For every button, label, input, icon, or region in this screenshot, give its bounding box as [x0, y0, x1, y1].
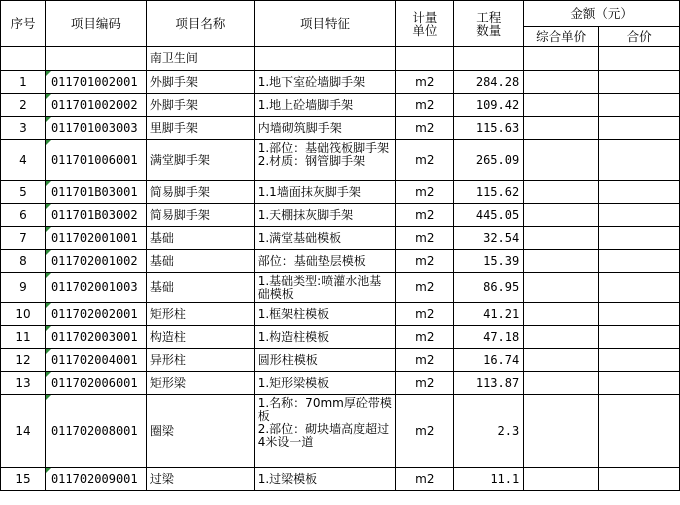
row-name	[146, 395, 254, 468]
cell-comment-marker-icon	[46, 181, 51, 186]
row-name	[146, 250, 254, 273]
table-row	[1, 349, 680, 372]
row-name	[146, 140, 254, 181]
row-seq-text: 6	[19, 207, 27, 222]
row-unit-text: m2	[415, 184, 435, 199]
row-name-text: 圈梁	[149, 423, 174, 438]
row-seq-text: 14	[15, 423, 31, 438]
row-total	[599, 94, 680, 117]
row-code-text: 011702002001	[50, 306, 138, 321]
row-unit-price	[524, 372, 599, 395]
row-qty-text: 15.39	[483, 253, 520, 268]
table-body	[1, 1, 680, 491]
row-unit-price	[524, 273, 599, 303]
section-row	[1, 47, 680, 71]
row-unit-price	[524, 468, 599, 491]
row-seq	[1, 395, 46, 468]
row-code	[45, 71, 146, 94]
row-code-text: 011702006001	[50, 375, 138, 390]
table-row	[1, 204, 680, 227]
row-code	[45, 204, 146, 227]
row-code	[45, 326, 146, 349]
row-unit	[396, 204, 454, 227]
row-feature-text: 1.地上砼墙脚手架	[257, 97, 354, 112]
row-unit-price	[524, 395, 599, 468]
row-total	[599, 303, 680, 326]
table-row	[1, 372, 680, 395]
row-feature-text: 1.地下室砼墙脚手架	[257, 74, 366, 89]
row-feature-text: 1.过梁模板	[257, 471, 318, 486]
row-unit	[396, 94, 454, 117]
row-unit-text: m2	[415, 471, 435, 486]
row-unit-price	[524, 117, 599, 140]
table-row	[1, 227, 680, 250]
row-qty-text: 109.42	[475, 97, 520, 112]
cell-comment-marker-icon	[46, 273, 51, 278]
row-seq-text: 9	[19, 280, 27, 294]
row-feature	[254, 395, 396, 468]
row-code-text: 011702001001	[50, 230, 138, 245]
cell-comment-marker-icon	[46, 468, 51, 473]
row-name-text: 过梁	[149, 471, 174, 486]
row-seq	[1, 468, 46, 491]
row-unit	[396, 227, 454, 250]
row-unit-text: m2	[415, 97, 435, 112]
header-qty: 工程数量	[454, 1, 524, 47]
row-seq	[1, 94, 46, 117]
row-seq-text: 1	[19, 74, 27, 89]
row-code	[45, 372, 146, 395]
row-unit-price	[524, 349, 599, 372]
row-unit	[396, 71, 454, 94]
row-qty-text: 445.05	[475, 207, 520, 222]
row-seq-text: 5	[19, 184, 27, 199]
row-code	[45, 140, 146, 181]
header-unit-price: 综合单价	[524, 27, 599, 47]
row-feature	[254, 227, 396, 250]
row-feature	[254, 140, 396, 181]
row-qty-text: 86.95	[483, 280, 520, 294]
table-row	[1, 181, 680, 204]
row-total	[599, 326, 680, 349]
row-unit	[396, 326, 454, 349]
row-code	[45, 395, 146, 468]
row-unit-text: m2	[415, 280, 435, 294]
row-name-text: 外脚手架	[149, 97, 198, 112]
table-row	[1, 326, 680, 349]
row-unit	[396, 372, 454, 395]
row-unit	[396, 303, 454, 326]
row-name	[146, 303, 254, 326]
row-qty	[454, 181, 524, 204]
row-unit	[396, 273, 454, 303]
row-seq	[1, 71, 46, 94]
row-seq-text: 12	[15, 352, 31, 367]
row-seq	[1, 140, 46, 181]
row-qty-text: 2.3	[497, 423, 520, 438]
row-seq	[1, 372, 46, 395]
row-code	[45, 303, 146, 326]
row-total	[599, 204, 680, 227]
row-unit-text: m2	[415, 375, 435, 390]
cell-comment-marker-icon	[46, 140, 51, 145]
header-code: 项目编码	[45, 1, 146, 47]
row-name-text: 里脚手架	[149, 120, 198, 135]
row-qty	[454, 468, 524, 491]
row-feature-text: 1.基础类型:喷灌水池基础模板	[257, 274, 382, 301]
row-qty	[454, 326, 524, 349]
header-feature: 项目特征	[254, 1, 396, 47]
cell-comment-marker-icon	[46, 303, 51, 308]
row-feature-text: 1.天棚抹灰脚手架	[257, 207, 354, 222]
row-feature-text: 部位：基础垫层模板	[257, 253, 366, 268]
row-feature	[254, 250, 396, 273]
row-seq-text: 8	[19, 253, 27, 268]
row-feature	[254, 326, 396, 349]
row-name-text: 满堂脚手架	[149, 152, 210, 167]
row-qty	[454, 349, 524, 372]
row-name-text: 外脚手架	[149, 74, 198, 89]
row-feature-text: 内墙砌筑脚手架	[257, 120, 342, 135]
row-qty-text: 113.87	[475, 375, 520, 390]
table-row	[1, 395, 680, 468]
row-feature-text: 1.框架柱模板	[257, 306, 330, 321]
row-feature	[254, 181, 396, 204]
cell-comment-marker-icon	[46, 395, 51, 400]
row-name-text: 矩形梁	[149, 375, 186, 390]
row-seq	[1, 204, 46, 227]
row-feature-text: 1.构造柱模板	[257, 329, 330, 344]
table-row	[1, 94, 680, 117]
row-name	[146, 117, 254, 140]
row-qty-text: 115.62	[475, 184, 520, 199]
row-qty	[454, 117, 524, 140]
row-code	[45, 349, 146, 372]
row-total	[599, 117, 680, 140]
row-name	[146, 71, 254, 94]
row-qty-text: 32.54	[483, 230, 520, 245]
row-qty-text: 115.63	[475, 120, 520, 135]
row-qty	[454, 227, 524, 250]
cell-comment-marker-icon	[46, 227, 51, 232]
row-unit-price	[524, 250, 599, 273]
row-unit-text: m2	[415, 230, 435, 245]
cell-comment-marker-icon	[46, 349, 51, 354]
row-feature-text: 1.1墙面抹灰脚手架	[257, 184, 361, 199]
table-row	[1, 273, 680, 303]
row-unit-price	[524, 71, 599, 94]
row-qty-text: 41.21	[483, 306, 520, 321]
row-seq	[1, 349, 46, 372]
row-code-text: 011701003003	[50, 120, 138, 135]
row-seq-text: 15	[15, 471, 31, 486]
row-unit	[396, 349, 454, 372]
row-seq	[1, 117, 46, 140]
row-seq-text: 13	[15, 375, 31, 390]
row-name	[146, 349, 254, 372]
row-total	[599, 181, 680, 204]
row-unit-price	[524, 227, 599, 250]
row-name	[146, 94, 254, 117]
row-qty	[454, 250, 524, 273]
row-seq	[1, 227, 46, 250]
row-code-text: 011701B03002	[50, 207, 138, 222]
row-qty-text: 11.1	[490, 471, 520, 486]
row-name-text: 异形柱	[149, 352, 186, 367]
row-feature	[254, 273, 396, 303]
table-row	[1, 140, 680, 181]
row-seq	[1, 250, 46, 273]
row-name-text: 构造柱	[149, 329, 186, 344]
row-seq-text: 3	[19, 120, 27, 135]
row-feature	[254, 117, 396, 140]
row-feature	[254, 372, 396, 395]
row-seq-text: 4	[19, 152, 27, 167]
row-name	[146, 372, 254, 395]
row-qty	[454, 204, 524, 227]
table-row	[1, 468, 680, 491]
header-total: 合价	[599, 27, 680, 47]
row-qty	[454, 395, 524, 468]
section-title: 南卫生间	[146, 47, 254, 71]
row-unit	[396, 140, 454, 181]
row-feature-text: 1.满堂基础模板	[257, 230, 342, 245]
row-total	[599, 71, 680, 94]
row-qty	[454, 140, 524, 181]
table-row	[1, 250, 680, 273]
row-unit-text: m2	[415, 120, 435, 135]
row-name	[146, 227, 254, 250]
row-unit-text: m2	[415, 253, 435, 268]
row-unit-price	[524, 140, 599, 181]
row-total	[599, 349, 680, 372]
row-unit	[396, 468, 454, 491]
row-total	[599, 227, 680, 250]
row-qty-text: 265.09	[475, 152, 520, 167]
row-seq-text: 2	[19, 97, 27, 112]
row-name-text: 矩形柱	[149, 306, 186, 321]
row-seq	[1, 273, 46, 303]
row-code	[45, 181, 146, 204]
row-code-text: 011702008001	[50, 423, 138, 438]
row-code	[45, 250, 146, 273]
cell-comment-marker-icon	[46, 250, 51, 255]
row-qty-text: 16.74	[483, 352, 520, 367]
row-total	[599, 372, 680, 395]
row-unit-price	[524, 181, 599, 204]
row-code	[45, 468, 146, 491]
row-feature-text: 1.部位：基础筏板脚手架 2.材质：钢管脚手架	[257, 141, 390, 168]
header-unit: 计量单位	[396, 1, 454, 47]
row-code-text: 011701002002	[50, 97, 138, 112]
row-unit	[396, 117, 454, 140]
header-seq: 序号	[1, 1, 46, 47]
row-code-text: 011702001002	[50, 253, 138, 268]
cell-comment-marker-icon	[46, 326, 51, 331]
row-name-text: 基础	[149, 253, 174, 268]
row-total	[599, 140, 680, 181]
row-unit-price	[524, 204, 599, 227]
row-name	[146, 204, 254, 227]
row-name	[146, 273, 254, 303]
cell-comment-marker-icon	[46, 204, 51, 209]
row-unit	[396, 181, 454, 204]
row-seq-text: 11	[15, 329, 31, 344]
row-code-text: 011701002001	[50, 74, 138, 89]
row-name-text: 简易脚手架	[149, 207, 210, 222]
row-feature	[254, 204, 396, 227]
row-name	[146, 181, 254, 204]
row-seq-text: 7	[19, 230, 27, 245]
row-name-text: 基础	[149, 230, 174, 245]
row-total	[599, 395, 680, 468]
row-feature	[254, 303, 396, 326]
cell-comment-marker-icon	[46, 117, 51, 122]
row-qty	[454, 273, 524, 303]
row-total	[599, 468, 680, 491]
row-qty-text: 284.28	[475, 74, 520, 89]
row-name	[146, 468, 254, 491]
row-seq	[1, 303, 46, 326]
row-unit-text: m2	[415, 74, 435, 89]
table-row	[1, 71, 680, 94]
row-feature-text: 圆形柱模板	[257, 352, 318, 367]
row-seq	[1, 181, 46, 204]
row-feature-text: 1.名称：70mm厚砼带模板 2.部位：砌块墙高度超过4米设一道	[257, 396, 392, 449]
row-qty	[454, 372, 524, 395]
row-name	[146, 326, 254, 349]
header-name: 项目名称	[146, 1, 254, 47]
row-qty	[454, 94, 524, 117]
row-feature-text: 1.矩形梁模板	[257, 375, 330, 390]
row-name-text: 简易脚手架	[149, 184, 210, 199]
row-code-text: 011702001003	[50, 280, 138, 294]
row-unit-text: m2	[415, 152, 435, 167]
row-code-text: 011702009001	[50, 471, 138, 486]
row-qty-text: 47.18	[483, 329, 520, 344]
cell-comment-marker-icon	[46, 372, 51, 377]
row-unit-text: m2	[415, 423, 435, 438]
row-total	[599, 250, 680, 273]
row-feature	[254, 349, 396, 372]
row-code-text: 011701006001	[50, 152, 138, 167]
row-code-text: 011702004001	[50, 352, 138, 367]
row-unit	[396, 250, 454, 273]
row-code	[45, 117, 146, 140]
row-code-text: 011702003001	[50, 329, 138, 344]
row-unit-price	[524, 303, 599, 326]
row-unit-text: m2	[415, 306, 435, 321]
cell-comment-marker-icon	[46, 71, 51, 76]
row-code	[45, 94, 146, 117]
row-unit-price	[524, 94, 599, 117]
row-unit-text: m2	[415, 207, 435, 222]
row-name-text: 基础	[149, 280, 174, 294]
row-code	[45, 227, 146, 250]
row-seq-text: 10	[15, 306, 31, 321]
header-row	[1, 1, 680, 27]
row-qty	[454, 71, 524, 94]
row-code-text: 011701B03001	[50, 184, 138, 199]
row-unit-text: m2	[415, 352, 435, 367]
table-row	[1, 303, 680, 326]
row-feature	[254, 71, 396, 94]
row-feature	[254, 94, 396, 117]
row-seq	[1, 326, 46, 349]
row-total	[599, 273, 680, 303]
header-amount: 金额（元）	[524, 1, 680, 27]
row-code	[45, 273, 146, 303]
row-unit	[396, 395, 454, 468]
row-feature	[254, 468, 396, 491]
table-row	[1, 117, 680, 140]
cell-comment-marker-icon	[46, 94, 51, 99]
row-unit-price	[524, 326, 599, 349]
row-qty	[454, 303, 524, 326]
row-unit-text: m2	[415, 329, 435, 344]
